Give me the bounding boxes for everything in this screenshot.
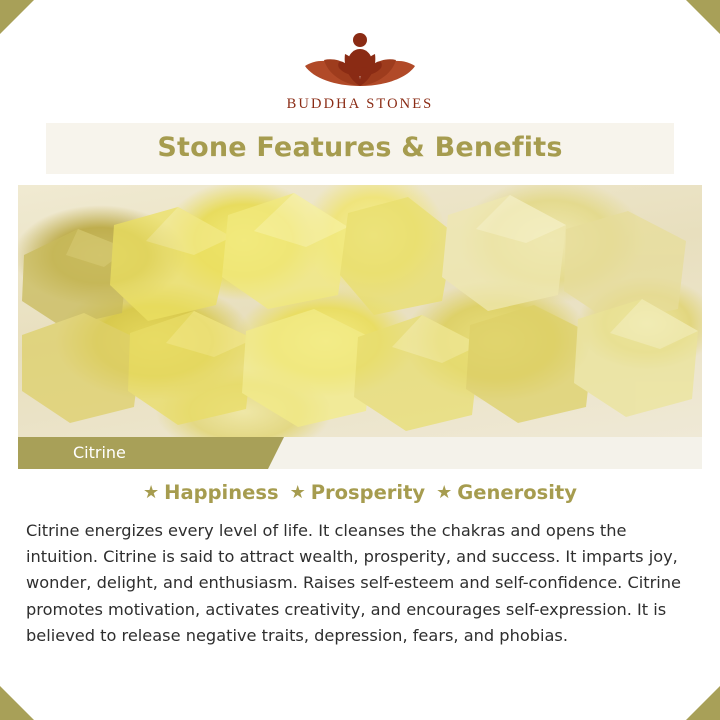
stone-hero-image xyxy=(18,185,702,437)
star-icon: ★ xyxy=(143,482,160,503)
stone-keyword-label: Prosperity xyxy=(310,481,426,504)
brand-name: BUDDHA STONES xyxy=(286,96,434,112)
page-title: Stone Features & Benefits xyxy=(157,132,563,163)
card-content xyxy=(18,8,702,712)
stone-name: Citrine xyxy=(73,443,126,462)
star-icon: ★ xyxy=(436,482,453,503)
star-icon: ★ xyxy=(289,482,306,503)
hero-crystal-facets xyxy=(18,185,702,437)
stone-keyword-label: Happiness xyxy=(164,481,279,504)
stone-keyword-label: Generosity xyxy=(457,481,577,504)
title-band xyxy=(46,123,674,174)
stone-keyword xyxy=(143,481,279,504)
stone-description: Citrine energizes every level of life. It cleanses the chakras and opens the intuition. Citrine is said to attract wealth, prosperity, and success. It imparts joy, wonder, delight, and enthusiasm. Raises self-esteem and self-confidence. Citrine promotes motivation, activates creativity, and encourages self-expression. It is believed to release negative traits, depression, fears, and phobias. xyxy=(26,521,681,645)
stone-keyword xyxy=(279,481,426,504)
stone-name-bar-accent xyxy=(18,437,268,469)
brand-header xyxy=(18,8,702,113)
stone-name-bar xyxy=(18,437,702,469)
stone-keyword-list xyxy=(18,469,702,512)
lotus-meditation-icon xyxy=(295,24,425,90)
stone-keyword xyxy=(425,481,577,504)
